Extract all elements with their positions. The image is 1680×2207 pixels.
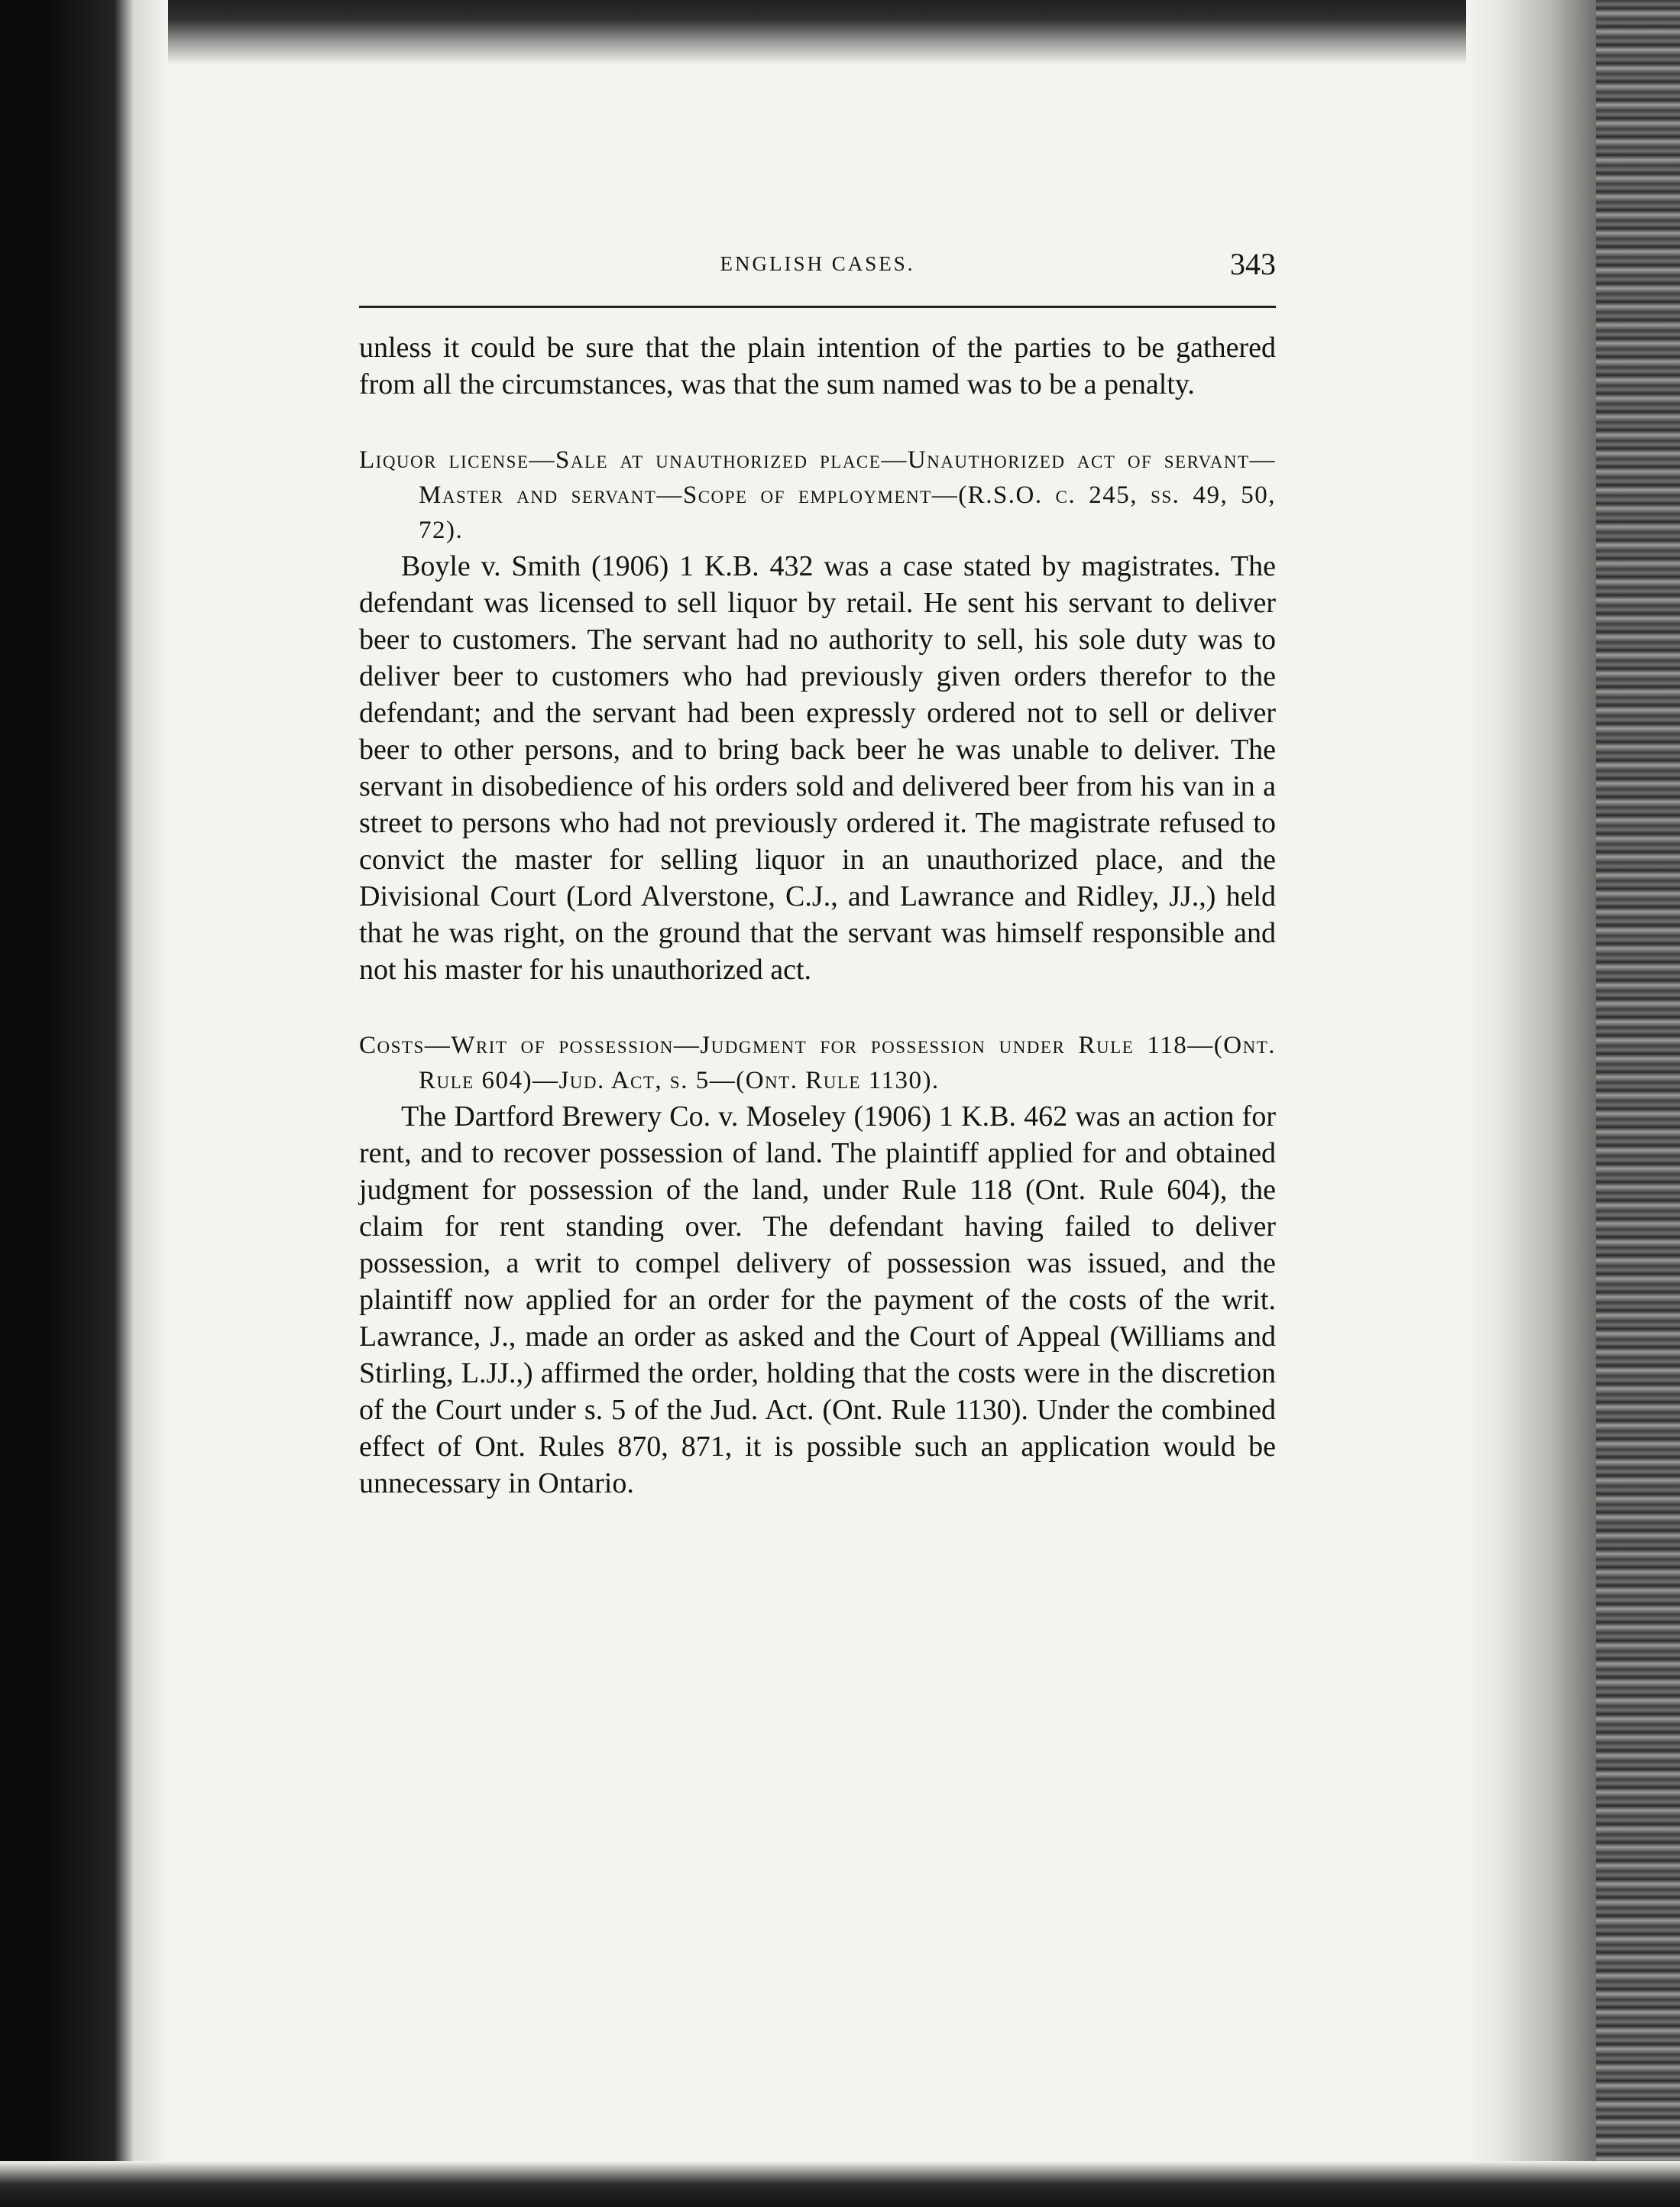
case-summary-boyle-v-smith: Boyle v. Smith (1906) 1 K.B. 432 was a case stated by magistrates. The defendant was licensed to sell liquor by retail. He sent his servant to deliver beer to customers. The servant had no authority to sell, his sole duty was to deliver beer to customers who had previously given orders therefor to the defendant; and the servant had been expressly ordered not to sell or deliver beer to other persons, and to bring back beer he was unable to deliver. The servant in disobedience of his orders sold and delivered beer from his van in a street to persons who had not previously ordered it. The magistrate refused to convict the master for selling liquor in an unauthorized place, and the Divisional Court (Lord Alverstone, C.J., and Lawrance and Ridley, JJ.,) held that he was right, on the ground that the servant was himself responsible and not his master for his unauthorized act. <box>359 550 1276 986</box>
running-head-title: ENGLISH CASES. <box>720 252 915 275</box>
scan-page-edges <box>1596 0 1680 2207</box>
scan-book-spine <box>0 0 168 2207</box>
case-heading-liquor-license: Liquor license—Sale at unauthorized place—Unauthorized act of servant—Master and servant—Scope of employment—(R.S.O. c. 245, ss. 49, 50, 72). <box>359 446 1276 544</box>
scan-right-shadow <box>1466 0 1596 2207</box>
scan-top-edge <box>0 0 1680 65</box>
page-number: 343 <box>1230 247 1276 281</box>
scan-bottom-edge <box>0 2161 1680 2207</box>
book-page <box>359 247 1276 1502</box>
case-summary-dartford-brewery: The Dartford Brewery Co. v. Moseley (1906) 1 K.B. 462 was an action for rent, and to recover possession of land. The plaintiff applied for and obtained judgment for possession of the land, under Rule 118 (Ont. Rule 604), the claim for rent standing over. The defendant having failed to deliver possession, a writ to compel delivery of possession was issued, and the plaintiff now applied for an order for the payment of the costs of the writ. Lawrance, J., made an order as asked and the Court of Appeal (Williams and Stirling, L.JJ.,) affirmed the order, holding that the costs were in the discretion of the Court under s. 5 of the Jud. Act. (Ont. Rule 1130). Under the combined effect of Ont. Rules 870, 871, it is possible such an application would be unnecessary in Ontario. <box>359 1100 1276 1499</box>
continuation-paragraph: unless it could be sure that the plain intention of the parties to be gathered from all the circumstances, was that the sum named was to be a penalty. <box>359 332 1276 400</box>
case-heading-costs: Costs—Writ of possession—Judgment for possession under Rule 118—(Ont. Rule 604)—Jud. Act, s. 5—(Ont. Rule 1130). <box>359 1032 1276 1094</box>
header-rule <box>359 306 1276 308</box>
running-head <box>359 247 1276 298</box>
